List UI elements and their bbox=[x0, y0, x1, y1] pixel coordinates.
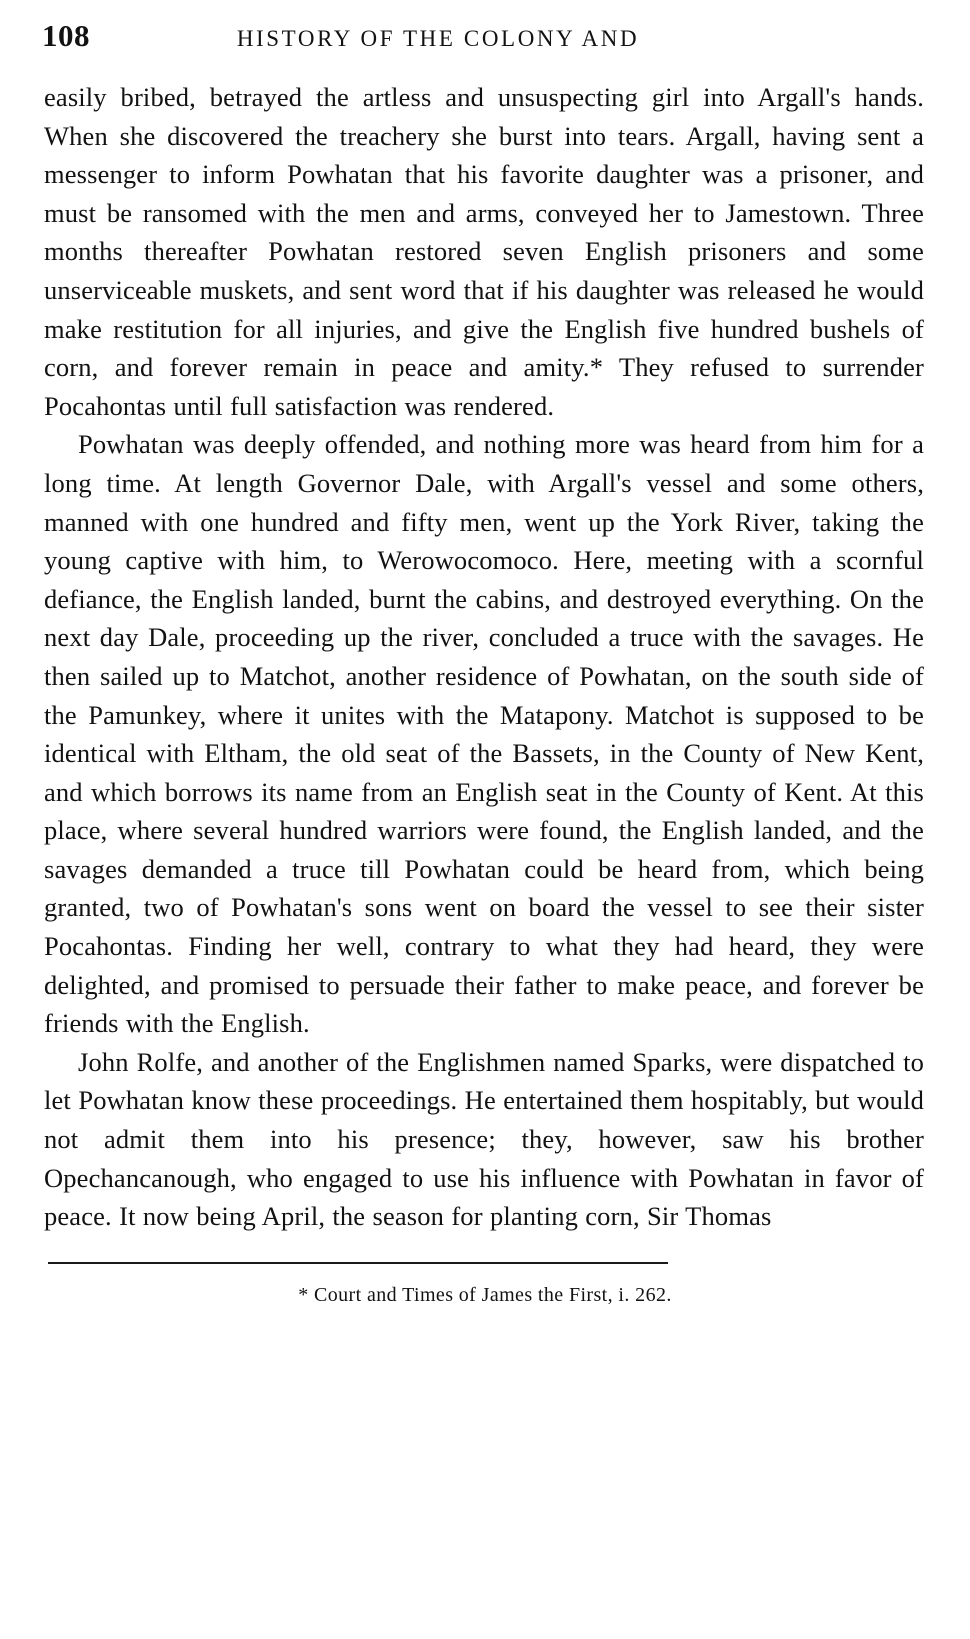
body-text bbox=[38, 78, 932, 1236]
footnote bbox=[38, 1282, 932, 1308]
running-head bbox=[38, 18, 932, 62]
paragraph-2: Powhatan was deeply offended, and nothing more was heard from him for a long time. At length Governor Dale, with Argall's vessel and some others, manned with one hundred and fifty men, went up the York River, taking the young captive with him, to Werowocomoco. Here, meeting with a scornful defiance, the English landed, burnt the cabins, and destroyed everything. On the next day Dale, proceeding up the river, concluded a truce with the savages. He then sailed up to Matchot, another residence of Powhatan, on the south side of the Pamunkey, where it unites with the Matapony. Matchot is supposed to be identical with Eltham, the old seat of the Bassets, in the County of New Kent, and which borrows its name from an English seat in the County of Kent. At this place, where several hundred warriors were found, the English landed, and the savages demanded a truce till Powhatan could be heard from, which being granted, two of Powhatan's sons went on board the vessel to see their sister Pocahontas. Finding her well, contrary to what they had heard, they were delighted, and promised to persuade their father to make peace, and forever be friends with the English. bbox=[44, 429, 924, 1039]
footnote-text: Court and Times of James the First, i. 262. bbox=[314, 1283, 672, 1306]
footnote-marker: * bbox=[298, 1283, 309, 1306]
running-head-title: HISTORY OF THE COLONY AND bbox=[236, 26, 640, 51]
footnote-divider bbox=[48, 1262, 668, 1264]
paragraph-1: easily bribed, betrayed the artless and unsuspecting girl into Argall's hands. When she discovered the treachery she burst into tears. Argall, having sent a messenger to inform Powhatan that his favorite daughter was a prisoner, and must be ransomed with the men and arms, conveyed her to Jamestown. Three months thereafter Powhatan restored seven English prisoners and some unserviceable muskets, and sent word that if his daughter was released he would make restitution for all injuries, and give the English five hundred bushels of corn, and forever remain in peace and amity.* They refused to surrender Pocahontas until full satisfaction was rendered. bbox=[44, 82, 924, 421]
paragraph-3: John Rolfe, and another of the Englishmen named Sparks, were dispatched to let Powhatan know these proceedings. He entertained them hospitably, but would not admit them into his presence; they, however, saw his brother Opechancanough, who engaged to use his influence with Powhatan in favor of peace. It now being April, the season for planting corn, Sir Thomas bbox=[44, 1046, 924, 1232]
page-number: 108 bbox=[42, 18, 90, 53]
